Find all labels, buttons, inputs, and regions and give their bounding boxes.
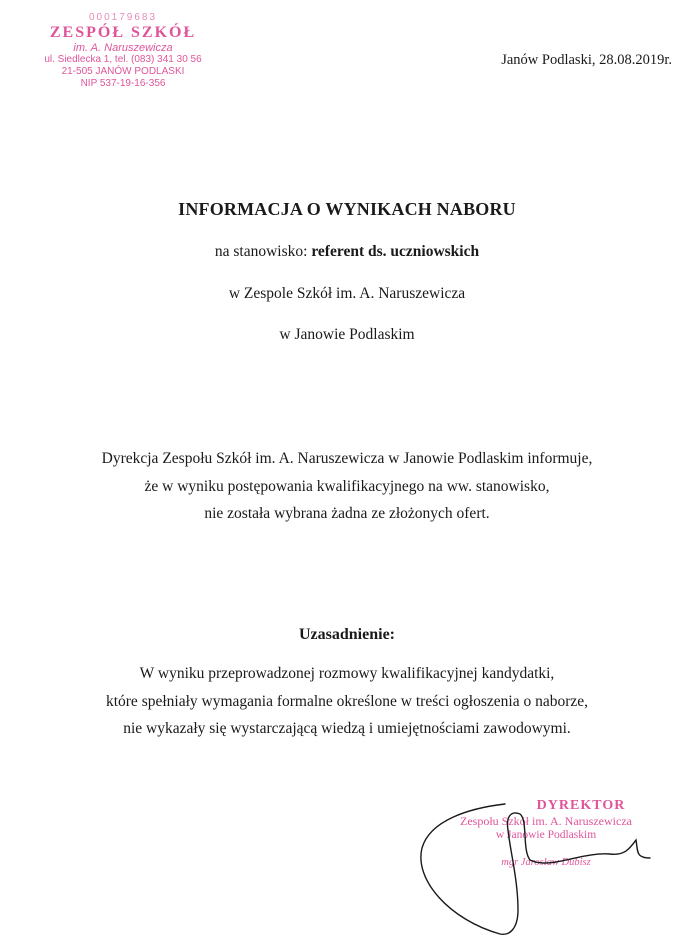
stamp-school-name: ZESPÓŁ SZKÓŁ [49, 24, 197, 41]
handwritten-signature [410, 800, 670, 940]
school-line-2: w Janowie Podlaskim [279, 326, 415, 343]
info-line: Dyrekcja Zespołu Szkół im. A. Naruszewicza w Janowie Podlaskim informuje, [101, 450, 593, 467]
stamp-postal: 21-505 JANÓW PODLASKI [61, 66, 185, 77]
info-paragraph [0, 445, 694, 528]
justification-heading: Uzasadnienie: [299, 626, 395, 643]
stamp-number: 000179683 [88, 12, 158, 23]
justification-paragraph [0, 660, 694, 743]
position-name: referent ds. uczniowskich [311, 243, 480, 260]
document-title: INFORMACJA O WYNIKACH NABORU [178, 199, 516, 219]
stamp-patron: im. A. Naruszewicza [73, 42, 173, 54]
justification-line: które spełniały wymagania formalne określone w treści ogłoszenia o naborze, [105, 692, 589, 710]
justification-line: nie wykazały się wystarczającą wiedzą i umiejętnościami zawodowymi. [123, 720, 571, 737]
director-person: mgr Jarosław Dubisz [501, 857, 591, 868]
school-stamp [18, 12, 228, 90]
director-city: w Janowie Podlaskim [495, 829, 597, 841]
document-date: Janów Podlaski, 28.08.2019r. [501, 52, 672, 68]
info-line: że w wyniku postępowania kwalifikacyjnego na ww. stanowisko, [144, 477, 550, 495]
director-title: DYREKTOR [536, 798, 626, 813]
school-line-1: w Zespole Szkół im. A. Naruszewicza [228, 285, 466, 302]
stamp-address: ul. Siedlecka 1, tel. (083) 341 30 56 [44, 54, 202, 65]
info-line: nie została wybrana żadna ze złożonych ofert. [204, 505, 490, 522]
stamp-nip: NIP 537-19-16-356 [80, 78, 166, 89]
position-prefix: na stanowisko: [214, 243, 312, 260]
position-line [0, 243, 694, 261]
director-school: Zespołu Szkół im. A. Naruszewicza [460, 814, 632, 828]
justification-line: W wyniku przeprowadzonej rozmowy kwalifikacyjnej kandydatki, [139, 665, 555, 682]
